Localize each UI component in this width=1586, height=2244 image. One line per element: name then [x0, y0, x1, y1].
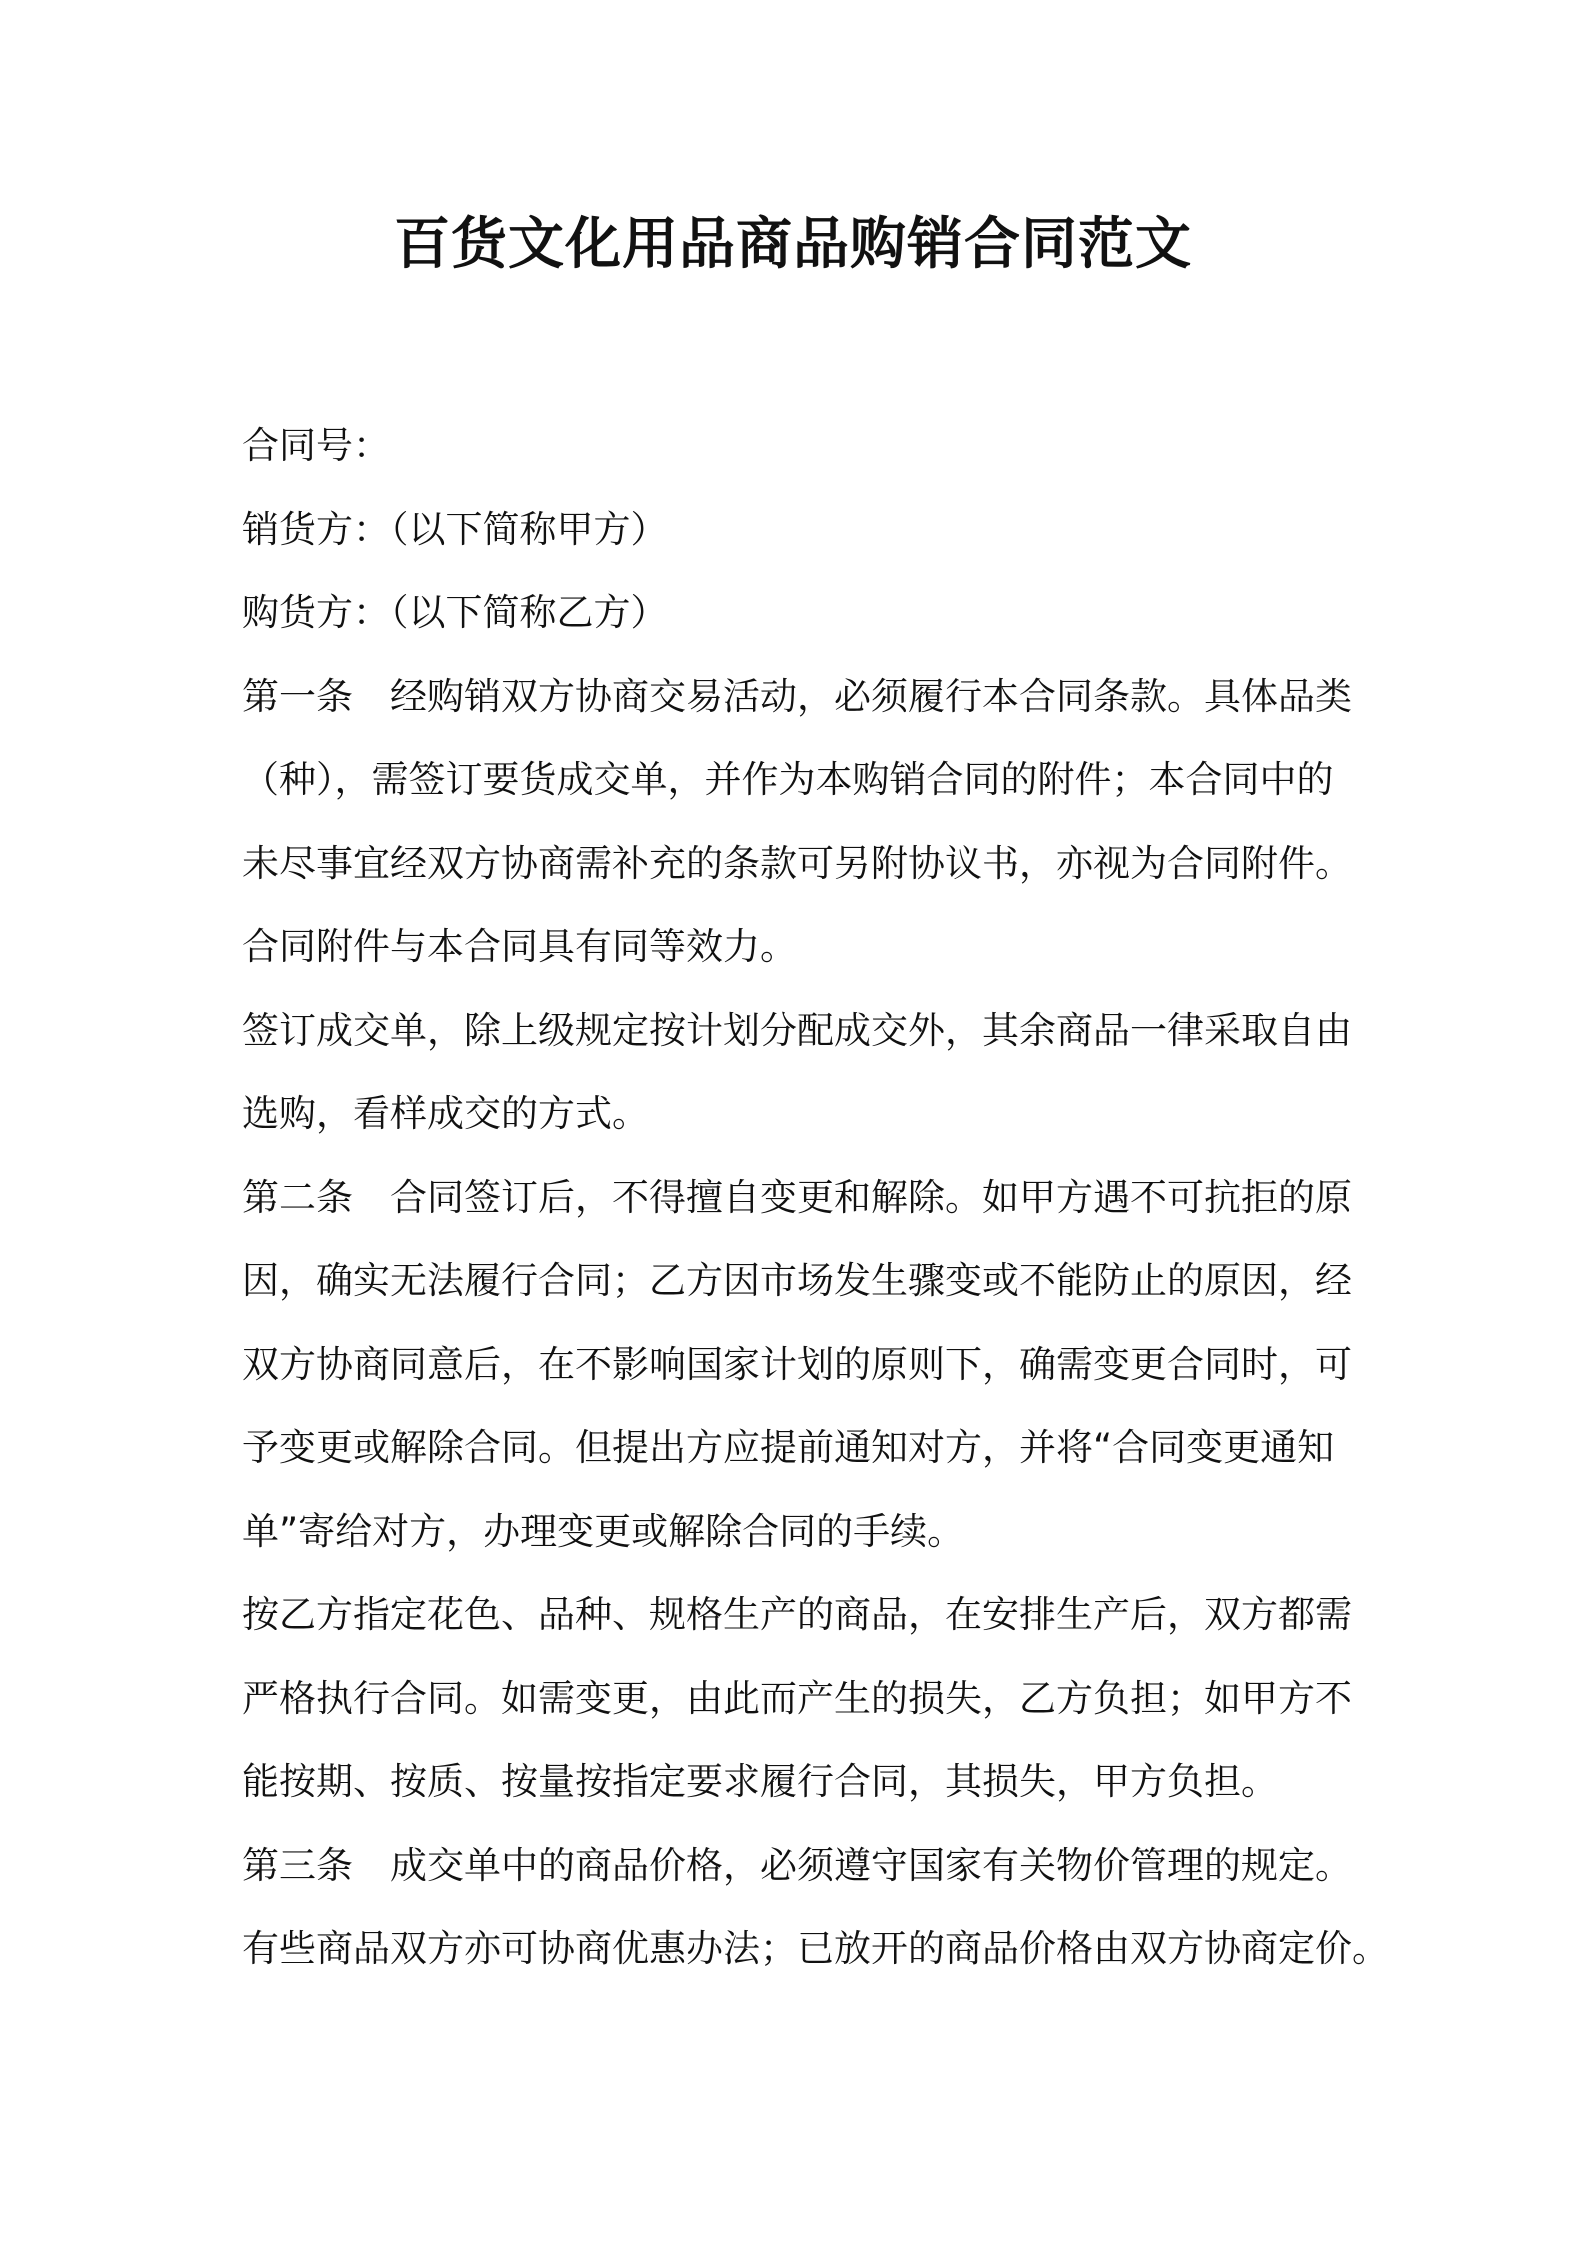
article-3-line-2: 有些商品双方亦可协商优惠办法；已放开的商品价格由双方协商定价。	[242, 1927, 1389, 1970]
article-2-line-4: 予变更或解除合同。但提出方应提前通知对方，并将“合同变更通知	[242, 1426, 1335, 1469]
article-2-line-7: 严格执行合同。如需变更，由此而产生的损失，乙方负担；如甲方不	[242, 1676, 1352, 1720]
article-2-line-2: 因，确实无法履行合同；乙方因市场发生骤变或不能防止的原因，经	[242, 1259, 1352, 1302]
article-1-line-2: （种），需签订要货成交单，并作为本购销合同的附件；本合同中的	[242, 758, 1334, 801]
article-1-line-4: 合同附件与本合同具有同等效力。	[242, 925, 797, 968]
document-body	[242, 404, 1389, 1991]
contract-number-line: 合同号：	[242, 424, 390, 467]
document-title: 百货文化用品商品购销合同范文	[394, 212, 1192, 277]
article-3-line-1: 第三条 成交单中的商品价格，必须遵守国家有关物价管理的规定。	[242, 1843, 1352, 1887]
buyer-line: 购货方：（以下简称乙方）	[242, 591, 668, 634]
article-2-line-1: 第二条 合同签订后，不得擅自变更和解除。如甲方遇不可抗拒的原	[242, 1175, 1352, 1219]
seller-line: 销货方：（以下简称甲方）	[242, 507, 668, 551]
article-1-line-1: 第一条 经购销双方协商交易活动，必须履行本合同条款。具体品类	[242, 674, 1352, 718]
article-2-line-5: 单”寄给对方，办理变更或解除合同的手续。	[242, 1509, 965, 1553]
article-1-line-3: 未尽事宜经双方协商需补充的条款可另附协议书，亦视为合同附件。	[242, 841, 1352, 885]
article-2-line-6: 按乙方指定花色、品种、规格生产的商品，在安排生产后，双方都需	[242, 1593, 1352, 1636]
article-1-line-5: 签订成交单，除上级规定按计划分配成交外，其余商品一律采取自由	[242, 1008, 1352, 1052]
article-2-line-3: 双方协商同意后，在不影响国家计划的原则下，确需变更合同时，可	[242, 1342, 1352, 1386]
article-2-line-8: 能按期、按质、按量按指定要求履行合同，其损失，甲方负担。	[242, 1760, 1278, 1803]
article-1-line-6: 选购，看样成交的方式。	[242, 1092, 649, 1135]
